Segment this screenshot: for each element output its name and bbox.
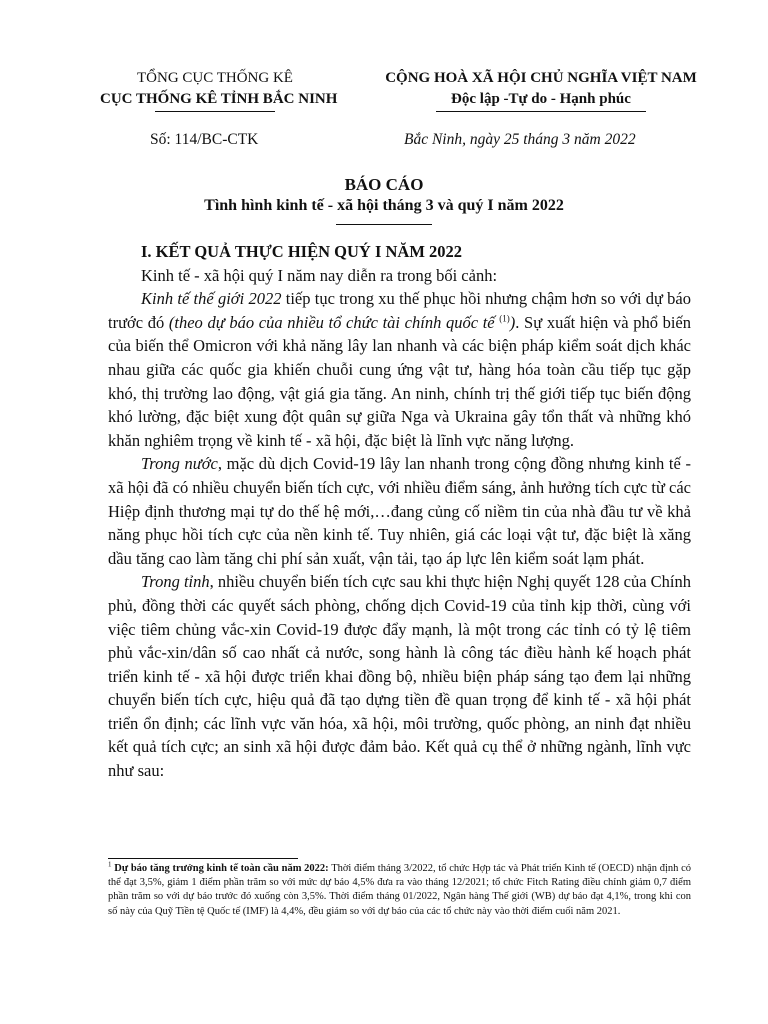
province-text: , nhiều chuyển biến tích cực sau khi thực hiện Nghị quyết 128 của Chính phủ, đồng thời các quyết sách phòng, chống dịch Covid-19 của tỉnh kịp thời, cùng với việc tiêm chủng vắc-xin Covid-19 được đẩy mạnh, là một trong các tỉnh có tỷ lệ tiêm phủ vắc-xin/dân số cao nhất cả nước, song hành là công tác điều hành kế hoạch phát triển kinh tế - xã hội được triển khai đồng bộ, nhiều biện pháp sáng tạo đem lại những chuyển biến tích cực, hiệu quả đã tạo dựng tiền đề quan trọng để kinh tế - xã hội phát triển ổn định; các lĩnh vực văn hóa, xã hội, môi trường, quốc phòng, an ninh đạt nhiều kết quả tích cực; an sinh xã hội được đảm bảo. Kết quả cụ thể ở những ngành, lĩnh vực như sau: xyxy=(108,572,691,781)
paragraph-intro: Kinh tế - xã hội quý I năm nay diễn ra trong bối cảnh: xyxy=(141,265,498,285)
world-economy-text-a: tiếp tục trong xu thế phục hồi nhưng chậm hơn so với dự báo trước đó xyxy=(108,289,691,332)
paragraph-domestic xyxy=(108,452,691,570)
motto-underline xyxy=(436,111,646,112)
section-heading: I. KẾT QUẢ THỰC HIỆN QUÝ I NĂM 2022 xyxy=(141,242,463,261)
parent-agency: TỔNG CỤC THỐNG KÊ xyxy=(137,70,293,86)
report-body xyxy=(108,240,691,783)
province-lead: Trong tỉnh xyxy=(141,572,210,592)
national-header xyxy=(372,68,710,112)
world-economy-italic-close: ) xyxy=(509,312,516,332)
report-subtitle: Tình hình kinh tế - xã hội tháng 3 và quý I năm 2022 xyxy=(204,197,564,214)
issuing-agency: CỤC THỐNG KÊ TỈNH BẮC NINH xyxy=(100,91,338,107)
footnote-reference: (1) xyxy=(499,313,510,324)
domestic-lead: Trong nước xyxy=(141,454,218,474)
report-title: BÁO CÁO xyxy=(344,175,424,194)
place-date: Bắc Ninh, ngày 25 tháng 3 năm 2022 xyxy=(404,131,636,148)
paragraph-province xyxy=(108,570,691,782)
footnote xyxy=(108,862,691,919)
agency-header xyxy=(100,68,338,112)
footnote-separator xyxy=(108,858,298,859)
footnote-text: Thời điểm tháng 3/2022, tổ chức Hợp tác và Phát triển Kinh tế (OECD) nhận định có thể đạt 3,5%, giảm 1 điểm phần trăm so với mức dự báo 4,5% đưa ra vào tháng 12/2021; tổ chức Fitch Rating điều chỉnh giảm 0,7 điểm phần trăm so với dự báo trước đó xuống còn 3,5%. Thời điểm tháng 01/2022, Ngân hàng Thế giới (WB) dự báo đạt 4,1%, trong khi con số này của Quỹ Tiền tệ Quốc tế (IMF) là 4,4%, đều giảm so với dự báo của các tổ chức này vào thời điểm cuối năm 2021. xyxy=(108,863,692,917)
footnote-title: Dự báo tăng trưởng kinh tế toàn cầu năm 2022: xyxy=(114,863,329,874)
national-motto: Độc lập -Tự do - Hạnh phúc xyxy=(451,91,631,107)
national-title: CỘNG HOÀ XÃ HỘI CHỦ NGHĨA VIỆT NAM xyxy=(385,70,697,86)
title-rule xyxy=(336,224,432,225)
world-economy-italic-note: (theo dự báo của nhiều tổ chức tài chính quốc tế xyxy=(168,312,500,332)
domestic-text: , mặc dù dịch Covid-19 lây lan nhanh trong cộng đồng nhưng kinh tế - xã hội đã có nhiều chuyển biến tích cực, với nhiều điểm sáng, ảnh hưởng tích cực từ các Hiệp định thương mại tự do thế hệ mới,…đang củng cố niềm tin của nhà đầu tư về khả năng phục hồi tích cực của nền kinh tế. Tuy nhiên, giá các loại vật tư, đặc biệt là xăng dầu tăng cao làm tăng chi phí sản xuất, vận tải, tạo áp lực lên kiểm soát lạm phát. xyxy=(108,454,691,568)
agency-underline xyxy=(155,111,275,112)
footnote-mark: 1 xyxy=(108,860,112,869)
world-economy-lead: Kinh tế thế giới 2022 xyxy=(141,289,282,309)
document-number: Số: 114/BC-CTK xyxy=(150,131,259,148)
world-economy-text-b: . Sự xuất hiện và phổ biến của biến thể Omicron với khả năng lây lan nhanh và các biện pháp kiểm soát dịch khác nhau giữa các quốc gia khiến chuỗi cung ứng vật tư, hàng hóa toàn cầu tiếp tục gặp khó, thị trường lao động, vật giá gia tăng. An ninh, chính trị thế giới tiếp tục biến động khó lường, đặc biệt xung đột quân sự giữa Nga và Ukraina gây tổn thất và những khó khăn nghiêm trọng về kinh tế - xã hội, đặc biệt là lĩnh vực năng lượng. xyxy=(108,312,692,450)
paragraph-world-economy xyxy=(108,287,691,452)
